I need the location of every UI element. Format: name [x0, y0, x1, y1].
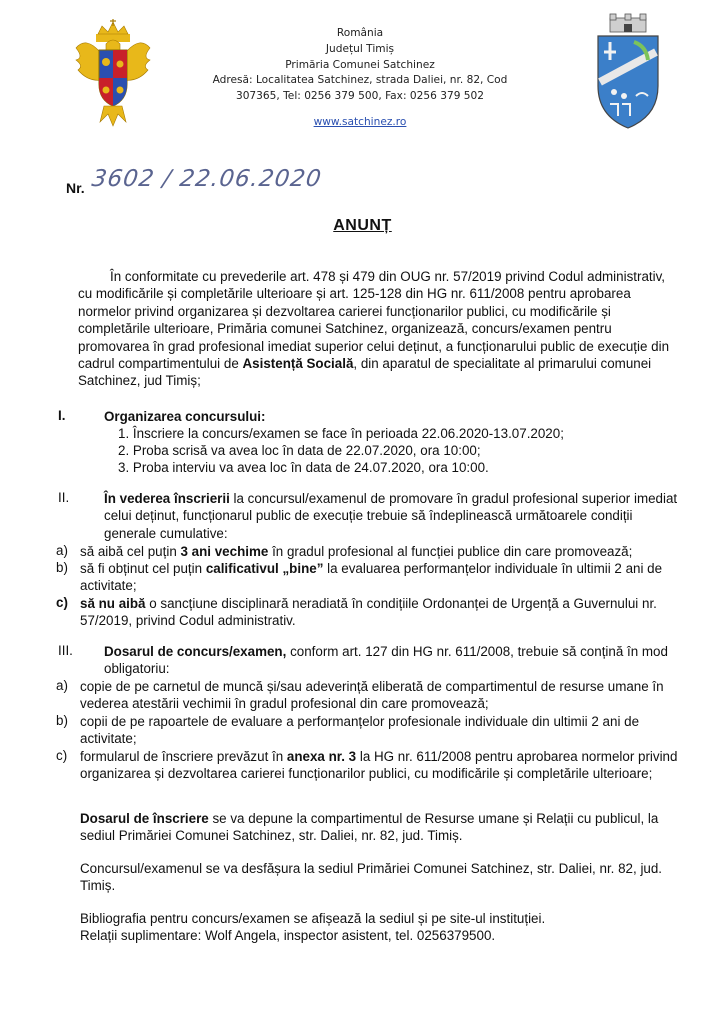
section2-lead: În vederea înscrierii la concursul/examenul de promovare în gradul profesional superior imediat celui deținut, funcționarul public de execuție trebuie să îndeplinească următoarele condiții generale cumulative:	[104, 491, 678, 541]
list-item: 2. Proba scrisă va avea loc în data de 22.07.2020, ora 10:00;	[118, 443, 481, 458]
condition-letter: b)	[56, 560, 68, 575]
website-link[interactable]: www.satchinez.ro	[313, 115, 407, 128]
section2-number: II.	[58, 490, 70, 505]
section3-number: III.	[58, 643, 73, 658]
letterhead	[205, 26, 515, 131]
document-c: formularul de înscriere prevăzut în anexa nr. 3 la HG nr. 611/2008 pentru aprobarea normelor privind organizarea și dezvoltarea carierei funcționarilor publici, cu modificările și completările ulterioare;	[80, 749, 678, 782]
document-letter: a)	[56, 678, 68, 693]
document-letter: b)	[56, 713, 68, 728]
location-paragraph: Concursul/examenul se va desfășura la sediul Primăriei Comunei Satchinez, str. Daliei, nr. 82, jud. Timiș.	[80, 861, 663, 894]
section1-title: Organizarea concursului:	[104, 409, 266, 424]
intro-paragraph: În conformitate cu prevederile art. 478 și 479 din OUG nr. 57/2019 privind Codul administrativ, cu modificările și completările ulterioare și art. 125-128 din HG nr. 611/2008 pentru aprobarea normelor privind organizarea și dezvoltarea carierei funcționarilor publici, cu modificările și completările ulterioare, Primăria comunei Satchinez, organizează, concurs/examen pentru promovarea în grad profesional imediat superior celui deținut, a funcționarului public de execuție din cadrul compartimentului de Asistență Socială, din aparatul de specialitate al primarului comunei Satchinez, jud Timiș;	[78, 269, 670, 389]
registration-label: Nr.	[66, 180, 85, 196]
page-title: ANUNȚ	[333, 217, 392, 234]
condition-a: să aibă cel puțin 3 ani vechime în gradul profesional al funcției publice din care promovează;	[80, 544, 633, 559]
header-county: Județul Timiș	[325, 42, 395, 55]
section3-lead: Dosarul de concurs/examen, conform art. 127 din HG nr. 611/2008, trebuie să conțină în mod obligatoriu:	[104, 644, 668, 677]
header-institution: Primăria Comunei Satchinez	[285, 58, 435, 71]
dosar-paragraph: Dosarul de înscriere se va depune la compartimentul de Resurse umane și Relații cu publicul, la sediul Primăriei Comunei Satchinez, str. Daliei, nr. 82, jud. Timiș.	[80, 811, 659, 844]
list-item: 1. Înscriere la concurs/examen se face în perioada 22.06.2020-13.07.2020;	[118, 426, 564, 441]
condition-b: să fi obținut cel puțin calificativul „bine” la evaluarea performanțelor individuale în ultimii 2 ani de activitate;	[80, 561, 663, 594]
registration-handwritten-number: 3602 / 22.06.2020	[90, 166, 324, 192]
document-b: copii de pe rapoartele de evaluare a performanțelor profesionale individuale din ultimii 2 ani de activitate;	[80, 714, 640, 747]
bibliography-text: Bibliografia pentru concurs/examen se afișează la sediul și pe site-ul instituției.	[80, 911, 546, 926]
satchinez-crest-icon	[588, 12, 668, 132]
list-item: 3. Proba interviu va avea loc în data de 24.07.2020, ora 10:00.	[118, 460, 489, 475]
contact-text: Relații suplimentare: Wolf Angela, inspector asistent, tel. 0256379500.	[80, 928, 496, 943]
condition-c: să nu aibă o sancțiune disciplinară neradiată în condițiile Ordonanței de Urgență a Guvernului nr. 57/2019, privind Codul administrativ.	[80, 596, 657, 629]
department-name: Asistență Socială	[242, 356, 354, 372]
document-letter: c)	[56, 748, 68, 763]
section1-number: I.	[58, 408, 66, 423]
romania-coat-of-arms-icon	[72, 18, 154, 130]
header-address-line2: 307365, Tel: 0256 379 500, Fax: 0256 379 502	[235, 90, 485, 103]
header-address-line1: Adresă: Localitatea Satchinez, strada Daliei, nr. 82, Cod	[212, 74, 508, 87]
header-country: România	[336, 27, 384, 39]
document-a: copie de pe carnetul de muncă și/sau adeverință eliberată de compartimentul de resurse umane în vederea atestării vechimii în gradul profesional din care promovează;	[80, 679, 664, 712]
condition-letter: a)	[56, 543, 68, 558]
condition-letter: c)	[56, 595, 68, 610]
